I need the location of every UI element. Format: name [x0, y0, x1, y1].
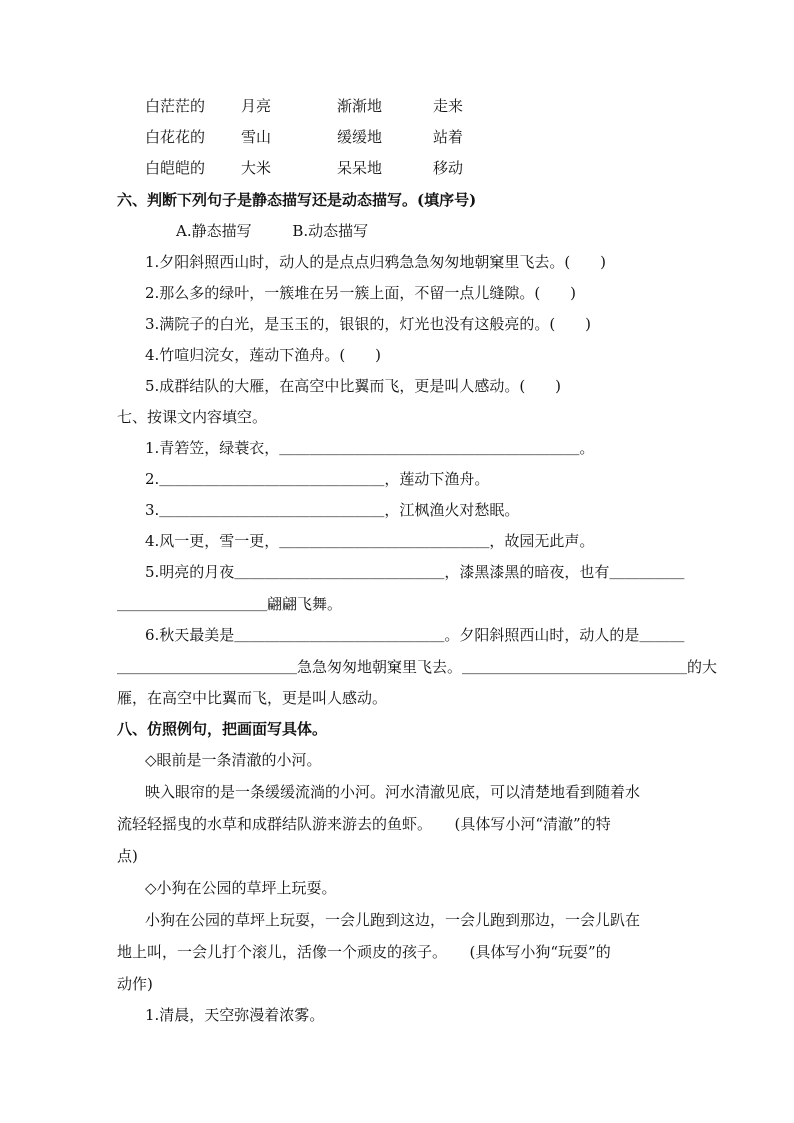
- word-cell: 移动: [433, 159, 464, 177]
- section7-line: ＿＿＿＿＿＿＿＿＿＿翩翩飞舞。: [117, 595, 343, 613]
- section7-line: 2.＿＿＿＿＿＿＿＿＿＿＿＿＿＿＿，莲动下渔舟。: [145, 470, 490, 488]
- word-cell: 走来: [433, 97, 464, 115]
- section7-title: 七、按课文内容填空。: [117, 408, 268, 426]
- example1-body: 流轻轻摇曳的水草和成群结队游来游去的鱼虾。 (具体写小河“清澈”的特: [117, 815, 611, 833]
- section7-line: 雁，在高空中比翼而飞，更是叫人感动。: [117, 689, 388, 707]
- section7-line: 3.＿＿＿＿＿＿＿＿＿＿＿＿＿＿＿，江枫渔火对愁眠。: [145, 501, 520, 519]
- example1-head: ◇眼前是一条清澈的小河。: [145, 751, 322, 769]
- section7-line: 5.明亮的月夜＿＿＿＿＿＿＿＿＿＿＿＿＿＿，漆黑漆黑的暗夜，也有＿＿＿＿＿: [145, 563, 685, 581]
- section7-line: 1.青箬笠，绿蓑衣，＿＿＿＿＿＿＿＿＿＿＿＿＿＿＿＿＿＿＿＿。: [145, 439, 595, 457]
- section6-item: 2.那么多的绿叶，一簇堆在另一簇上面，不留一点儿缝隙。( ): [145, 284, 577, 302]
- word-row: [145, 157, 545, 188]
- word-cell: 大米: [241, 159, 272, 177]
- word-cell: 白皑皑的: [145, 159, 206, 177]
- word-row: [145, 126, 545, 157]
- section7-line: 4.风一更，雪一更，＿＿＿＿＿＿＿＿＿＿＿＿＿＿，故园无此声。: [145, 532, 595, 550]
- section6-title: 六、判断下列句子是静态描写还是动态描写。(填序号): [117, 191, 477, 209]
- section6-item: 4.竹喧归浣女，莲动下渔舟。( ): [145, 346, 382, 364]
- section6-item: 1.夕阳斜照西山时，动人的是点点归鸦急急匆匆地朝窠里飞去。( ): [145, 253, 607, 271]
- example2-body: 动作): [117, 975, 153, 993]
- example1-body: 点): [117, 847, 138, 865]
- word-cell: 月亮: [241, 97, 272, 115]
- option-a: A.静态描写: [176, 222, 252, 240]
- word-row: [145, 95, 545, 126]
- section6-item: 3.满院子的白光，是玉玉的，银银的，灯光也没有这般亮的。( ): [145, 315, 592, 333]
- example2-body: 地上叫，一会儿打个滚儿，活像一个顽皮的孩子。 (具体写小狗“玩耍”的: [117, 943, 611, 961]
- example1-body: 映入眼帘的是一条缓缓流淌的小河。河水清澈见底，可以清楚地看到随着水: [145, 783, 641, 801]
- word-cell: 站着: [433, 128, 464, 146]
- section6-options: [0, 220, 794, 242]
- section8-title: 八、仿照例句，把画面写具体。: [117, 720, 328, 738]
- example2-body: 小狗在公园的草坪上玩耍，一会儿跑到这边，一会儿跑到那边，一会儿趴在: [145, 911, 641, 929]
- section7-line: ＿＿＿＿＿＿＿＿＿＿＿＿急急匆匆地朝窠里飞去。＿＿＿＿＿＿＿＿＿＿＿＿＿＿＿的大: [117, 658, 718, 676]
- word-cell: 渐渐地: [337, 97, 383, 115]
- word-cell: 呆呆地: [337, 159, 383, 177]
- section8-question: 1.清晨，天空弥漫着浓雾。: [145, 1006, 325, 1024]
- word-cell: 白花花的: [145, 128, 206, 146]
- word-cell: 白茫茫的: [145, 97, 206, 115]
- word-cell: 雪山: [241, 128, 272, 146]
- word-cell: 缓缓地: [337, 128, 383, 146]
- section7-line: 6.秋天最美是＿＿＿＿＿＿＿＿＿＿＿＿＿＿。夕阳斜照西山时，动人的是＿＿＿: [145, 626, 685, 644]
- word-table: [145, 95, 545, 188]
- option-b: B.动态描写: [292, 222, 369, 240]
- section6-item: 5.成群结队的大雁，在高空中比翼而飞，更是叫人感动。( ): [145, 377, 562, 395]
- example2-head: ◇小狗在公园的草坪上玩耍。: [145, 879, 337, 897]
